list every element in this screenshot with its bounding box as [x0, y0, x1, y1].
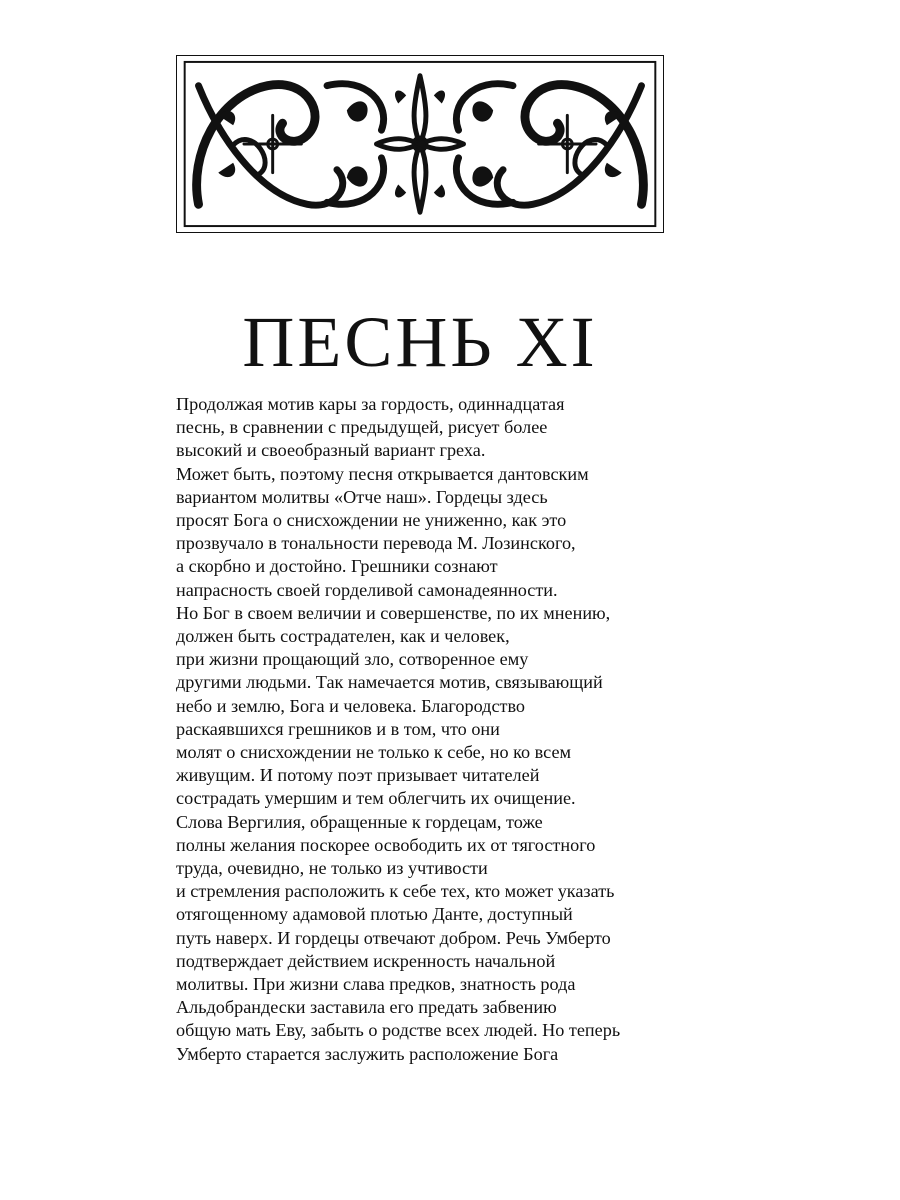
text-line: Продолжая мотив кары за гордость, одиннадцатая — [176, 394, 565, 414]
text-line: Альдобрандески заставила его предать забвению — [176, 997, 557, 1018]
text-line: молитвы. При жизни слава предков, знатность рода — [176, 974, 576, 995]
text-line: труда, очевидно, не только из учтивости — [176, 858, 488, 879]
text-line: раскаявшихся грешников и в том, что они — [176, 718, 500, 739]
text-line: при жизни прощающий зло, сотворенное ему — [176, 649, 529, 670]
text-line: а скорбно и достойно. Грешники сознают — [176, 556, 498, 577]
text-line: и стремления расположить к себе тех, кто может указать — [176, 881, 615, 902]
text-line: путь наверх. И гордецы отвечают добром. Речь Умберто — [176, 927, 611, 948]
text-line: полны желания поскорее освободить их от тягостного — [176, 834, 596, 855]
text-line: вариантом молитвы «Отче наш». Гордецы здесь — [176, 486, 548, 507]
text-line: прозвучало в тональности перевода М. Лозинского, — [176, 533, 576, 554]
body-paragraph — [176, 393, 676, 1066]
text-line: общую мать Еву, забыть о родстве всех людей. Но теперь — [176, 1020, 621, 1041]
text-line: Слова Вергилия, обращенные к гордецам, тоже — [176, 811, 543, 832]
text-line: живущим. И потому поэт призывает читателей — [176, 765, 540, 786]
text-line: Умберто старается заслужить расположение Бога — [176, 1043, 559, 1064]
text-line: должен быть сострадателен, как и человек, — [176, 626, 510, 647]
text-line: высокий и своеобразный вариант греха. — [176, 440, 486, 461]
text-line: Но Бог в своем величии и совершенстве, по их мнению, — [176, 602, 611, 623]
text-line: другими людьми. Так намечается мотив, связывающий — [176, 672, 603, 693]
text-line: небо и землю, Бога и человека. Благородство — [176, 695, 526, 716]
text-line: молят о снисхождении не только к себе, но ко всем — [176, 742, 572, 763]
text-line: напрасность своей горделивой самонадеянности. — [176, 579, 558, 600]
text-line: просят Бога о снисхождении не униженно, как это — [176, 510, 567, 531]
text-line: сострадать умершим и тем облегчить их очищение. — [176, 788, 576, 809]
text-line: отягощенному адамовой плотью Данте, доступный — [176, 904, 573, 925]
text-line: песнь, в сравнении с предыдущей, рисует более — [176, 417, 548, 438]
text-line: подтверждает действием искренность начальной — [176, 950, 556, 971]
ornament-icon — [177, 56, 663, 232]
chapter-title: ПЕСНЬ XI — [242, 302, 598, 382]
decorative-ornament-banner — [176, 55, 664, 233]
text-line: Может быть, поэтому песня открывается дантовским — [176, 463, 589, 484]
